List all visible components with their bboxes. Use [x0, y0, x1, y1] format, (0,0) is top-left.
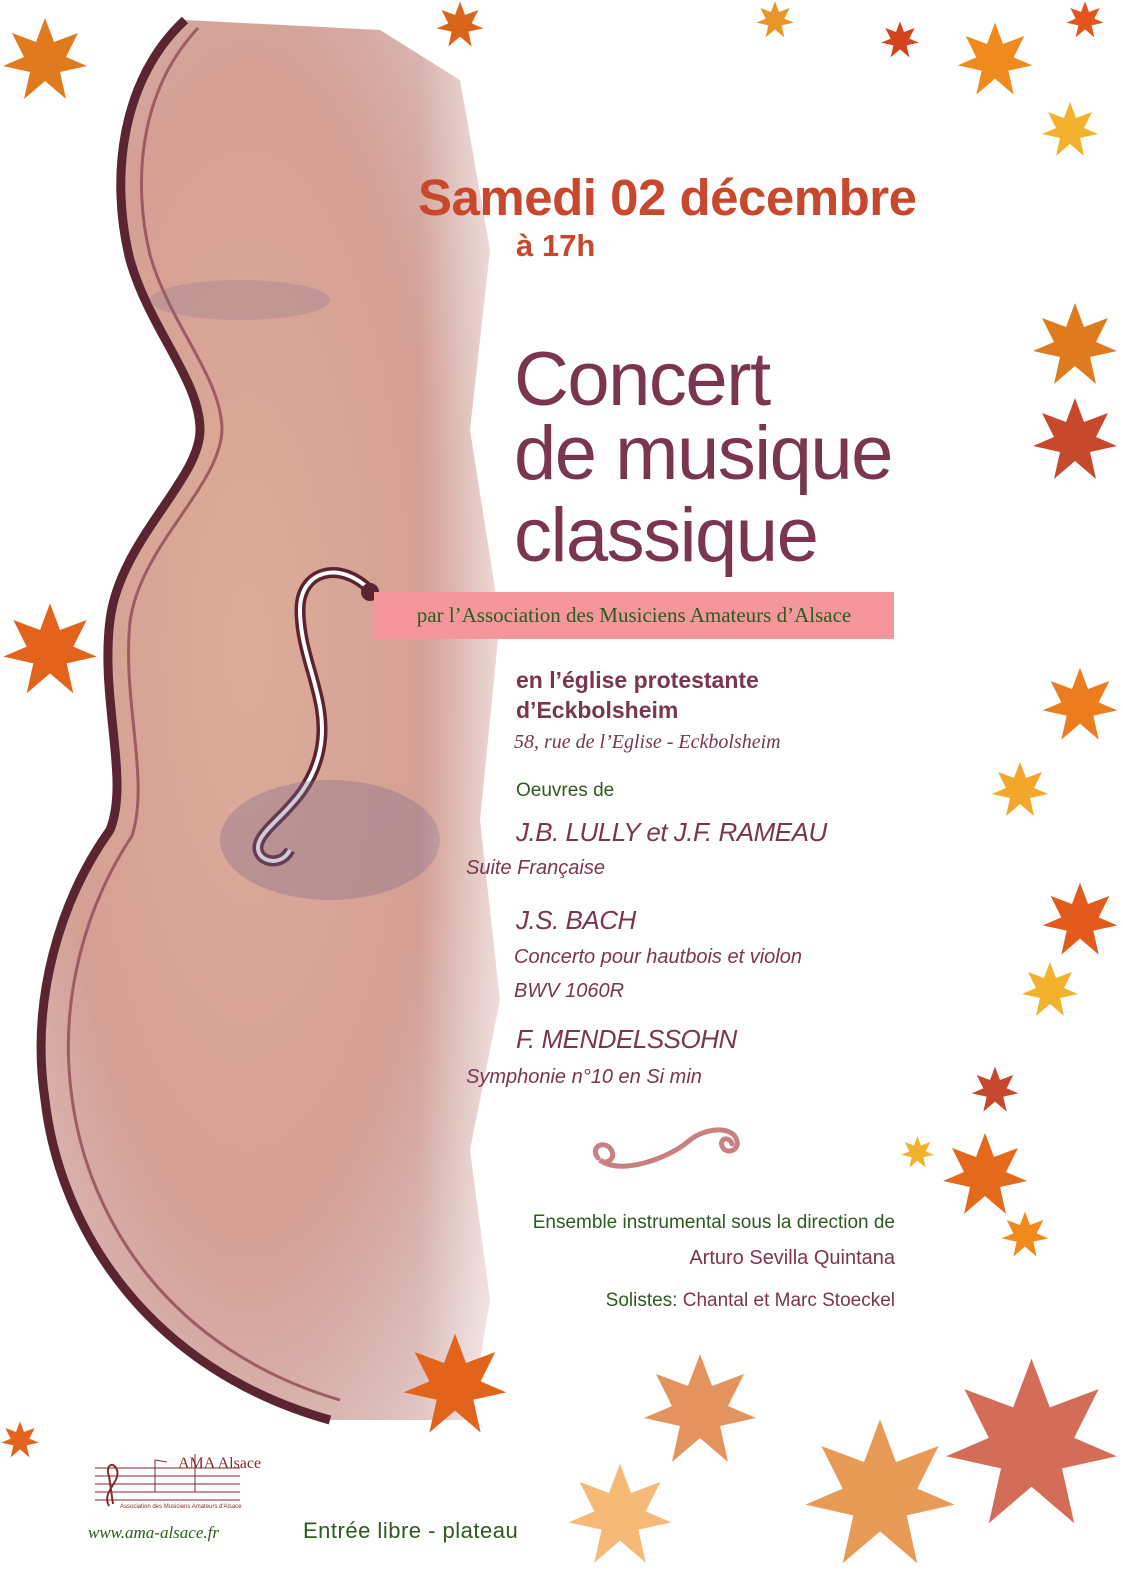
program-heading: Oeuvres de: [516, 780, 615, 801]
event-time: à 17h: [516, 228, 596, 263]
director-name: Arturo Sevilla Quintana: [689, 1247, 895, 1269]
work-title: BWV 1060R: [514, 980, 625, 1002]
autumn-leaf-icon: [950, 20, 1040, 100]
flourish-ornament: [580, 1118, 750, 1183]
venue-address: 58, rue de l’Eglise - Eckbolsheim: [514, 731, 781, 753]
venue-line-1: en l’église protestante: [516, 667, 759, 693]
autumn-leaf-icon: [940, 1130, 1030, 1220]
soloists-label: Solistes:: [605, 1290, 678, 1311]
autumn-leaf-icon: [740, 0, 810, 40]
logo-subtitle: Association des Musiciens Amateurs d'Alsace: [120, 1504, 242, 1510]
composer-name: F. MENDELSSOHN: [516, 1024, 737, 1054]
autumn-leaf-icon: [970, 1065, 1020, 1115]
autumn-leaf-icon: [800, 1400, 960, 1588]
autumn-leaf-icon: [900, 1135, 935, 1170]
soloists-line: [606, 1290, 895, 1312]
autumn-leaf-icon: [420, 0, 500, 50]
composer-name: J.B. LULLY et J.F. RAMEAU: [516, 817, 827, 847]
autumn-leaf-icon: [560, 1460, 680, 1570]
autumn-leaf-icon: [1020, 960, 1080, 1020]
autumn-leaf-icon: [1060, 0, 1110, 40]
title-line-3: classique: [514, 493, 818, 578]
venue-line-2: d’Eckbolsheim: [516, 697, 679, 723]
logo-text: AMA Alsace: [178, 1455, 262, 1472]
association-banner: par l’Association des Musiciens Amateurs d’Alsace: [374, 592, 894, 639]
work-title: Symphonie n°10 en Si min: [466, 1066, 702, 1088]
entry-info: Entrée libre - plateau: [303, 1518, 519, 1543]
work-title: Suite Française: [466, 857, 605, 879]
autumn-leaf-icon: [990, 760, 1050, 820]
autumn-leaf-icon: [1000, 1210, 1050, 1260]
autumn-leaf-icon: [880, 20, 920, 60]
autumn-leaf-icon: [1030, 390, 1120, 490]
autumn-leaf-icon: [0, 0, 90, 120]
autumn-leaf-icon: [940, 1300, 1123, 1588]
work-title: Concerto pour hautbois et violon: [514, 946, 802, 968]
autumn-leaf-icon: [1040, 880, 1120, 960]
autumn-leaf-icon: [0, 1400, 40, 1480]
autumn-leaf-icon: [1040, 650, 1120, 760]
autumn-leaf-icon: [390, 1330, 520, 1440]
soloists-names: Chantal et Marc Stoeckel: [682, 1290, 895, 1311]
event-date: Samedi 02 décembre: [418, 169, 917, 226]
autumn-leaf-icon: [640, 1350, 760, 1470]
autumn-leaf-icon: [0, 580, 100, 720]
title-line-1: Concert: [514, 337, 770, 422]
ensemble-line: Ensemble instrumental sous la direction de: [532, 1212, 895, 1233]
website-link[interactable]: www.ama-alsace.fr: [88, 1523, 219, 1542]
autumn-leaf-icon: [1030, 290, 1120, 400]
autumn-leaf-icon: [1040, 100, 1100, 160]
title-line-2: de musique: [514, 411, 892, 496]
composer-name: J.S. BACH: [516, 905, 636, 935]
